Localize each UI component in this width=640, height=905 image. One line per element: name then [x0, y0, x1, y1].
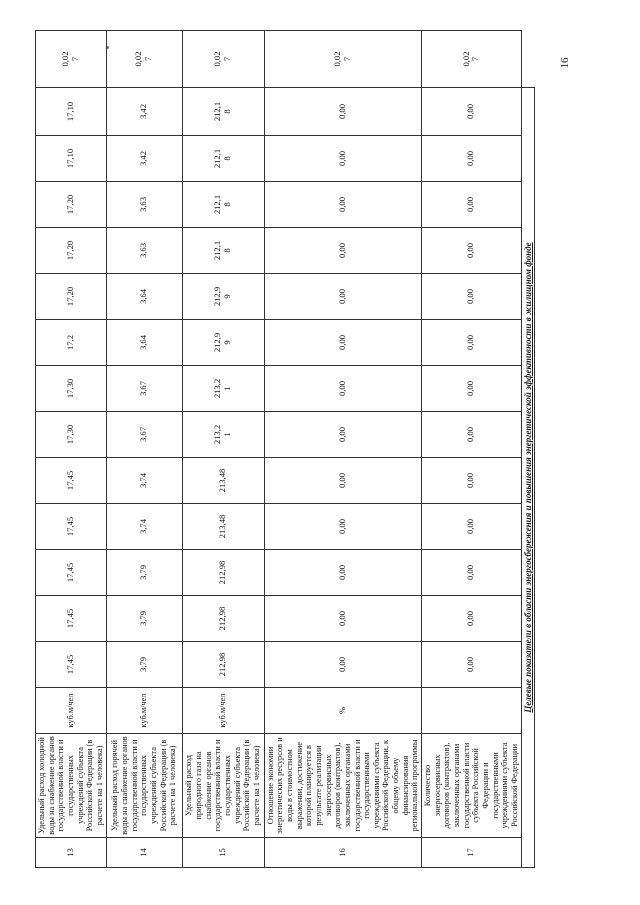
value-cell: 0,00 [422, 458, 522, 504]
page-number: 16 [559, 57, 571, 69]
unit-cell: куб.м/чел [36, 688, 107, 734]
table-row [422, 31, 522, 868]
value-cell: 0,02 7 [264, 31, 422, 88]
value-cell: 212,9 9 [182, 320, 264, 366]
value-cell: 0,00 [264, 274, 422, 320]
value-cell: 0,00 [264, 412, 422, 458]
value-cell: 3,67 [106, 412, 182, 458]
row-number: 15 [182, 838, 264, 868]
unit-cell [422, 688, 522, 734]
value-cell: 3,74 [106, 458, 182, 504]
value-cell: 3,42 [106, 136, 182, 182]
value-cell: 17,45 [36, 642, 107, 688]
indicator-name: Отношение экономии энергетических ресурсов и воды в стоимостном выражении, достижение которой планируется в результате реализации энергосервисных договоров (контрактов), заключенных органами государственной власти и государственными учреждениями субъекта Российской Федерации, к общему объему финансирования региональной программы [264, 734, 422, 838]
indicator-name: Количество энергосервисных договоров (контрактов), заключенных органами государственной власти субъекта Российской Федерации и государственными учреждениями субъекта Российской Федерации [422, 734, 522, 838]
indicators-table [35, 30, 535, 868]
value-cell: 17,20 [36, 182, 107, 228]
unit-cell: % [264, 688, 422, 734]
rotated-table-wrapper [35, 30, 535, 868]
value-cell: 0,00 [264, 642, 422, 688]
value-cell: 17,30 [36, 366, 107, 412]
value-cell: 0,00 [264, 320, 422, 366]
section-caption: Целевые показатели в области энергосбережения и повышения энергетической эффективности в жилищном фонде [521, 88, 534, 868]
section-caption-row [521, 31, 534, 868]
value-cell: 0,00 [422, 596, 522, 642]
value-cell: 17,45 [36, 458, 107, 504]
value-cell: 3,42 [106, 88, 182, 136]
table-row [264, 31, 422, 868]
value-cell: 17,45 [36, 550, 107, 596]
value-cell: 0,00 [422, 504, 522, 550]
value-cell: 212,98 [182, 550, 264, 596]
value-cell: 212,1 8 [182, 88, 264, 136]
value-cell: 212,1 8 [182, 228, 264, 274]
value-cell: 0,00 [422, 412, 522, 458]
table-row [36, 31, 107, 868]
value-cell: 3,64 [106, 274, 182, 320]
value-cell: 0,02 7 [36, 31, 107, 88]
value-cell: 0,00 [422, 228, 522, 274]
unit-cell: куб.м/чел [182, 688, 264, 734]
value-cell: 0,00 [264, 136, 422, 182]
value-cell: 0,00 [422, 550, 522, 596]
value-cell: 213,48 [182, 458, 264, 504]
value-cell: 3,79 [106, 596, 182, 642]
row-number: 14 [106, 838, 182, 868]
value-cell: 17,20 [36, 228, 107, 274]
indicator-name: Удельный расход холодной воды на снабжение органов государственной власти и государственных учреждений субъекта Российской Федерации (в расчете на 1 человека) [36, 734, 107, 838]
value-cell: 0,02 7 [422, 31, 522, 88]
value-cell: 212,98 [182, 596, 264, 642]
value-cell: 0,00 [422, 182, 522, 228]
value-cell: 213,2 1 [182, 366, 264, 412]
value-cell: 212,9 9 [182, 274, 264, 320]
indicator-name: Удельный расход природного газа на снабжение органов государственной власти и государственных учреждений субъекта Российской Федерации (в расчете на 1 человека) [182, 734, 264, 838]
value-cell: 17,45 [36, 596, 107, 642]
value-cell: 17,45 [36, 504, 107, 550]
value-cell: 0,02 7 [182, 31, 264, 88]
value-cell: 213,2 1 [182, 412, 264, 458]
row-number: 16 [264, 838, 422, 868]
value-cell: 213,48 [182, 504, 264, 550]
value-cell: 212,1 8 [182, 182, 264, 228]
value-cell: 17,30 [36, 412, 107, 458]
value-cell: 0,00 [264, 88, 422, 136]
row-number: 17 [422, 838, 522, 868]
value-cell: 0,00 [264, 228, 422, 274]
value-cell: 0,00 [264, 366, 422, 412]
value-cell: 3,63 [106, 228, 182, 274]
unit-cell: куб.м/чел [106, 688, 182, 734]
indicator-name: Удельный расход горячей воды на снабжение органов государственной власти и государственных учреждений субъекта Российской Федерации (в расчете на 1 человека) [106, 734, 182, 838]
value-cell: 3,79 [106, 642, 182, 688]
row-number: 13 [36, 838, 107, 868]
value-cell: 3,63 [106, 182, 182, 228]
value-cell: 0,00 [264, 458, 422, 504]
table-row [106, 31, 182, 868]
value-cell: 17,10 [36, 136, 107, 182]
value-cell: 17,10 [36, 88, 107, 136]
value-cell: 0,00 [264, 596, 422, 642]
value-cell: 212,98 [182, 642, 264, 688]
value-cell: 17,20 [36, 274, 107, 320]
value-cell: 0,00 [422, 274, 522, 320]
value-cell: 17,2 [36, 320, 107, 366]
value-cell: 3,64 [106, 320, 182, 366]
value-cell: 3,74 [106, 504, 182, 550]
table-row [182, 31, 264, 868]
value-cell: 0,00 [422, 642, 522, 688]
value-cell: 0,00 [422, 88, 522, 136]
value-cell: 0,00 [422, 320, 522, 366]
value-cell: 0,00 [422, 136, 522, 182]
value-cell: 0,00 [264, 504, 422, 550]
value-cell: 0,00 [264, 550, 422, 596]
value-cell: 3,79 [106, 550, 182, 596]
value-cell: 0,02 7 [106, 31, 182, 88]
value-cell: 212,1 8 [182, 136, 264, 182]
value-cell: 0,00 [422, 366, 522, 412]
value-cell: 0,00 [264, 182, 422, 228]
value-cell: 3,67 [106, 366, 182, 412]
